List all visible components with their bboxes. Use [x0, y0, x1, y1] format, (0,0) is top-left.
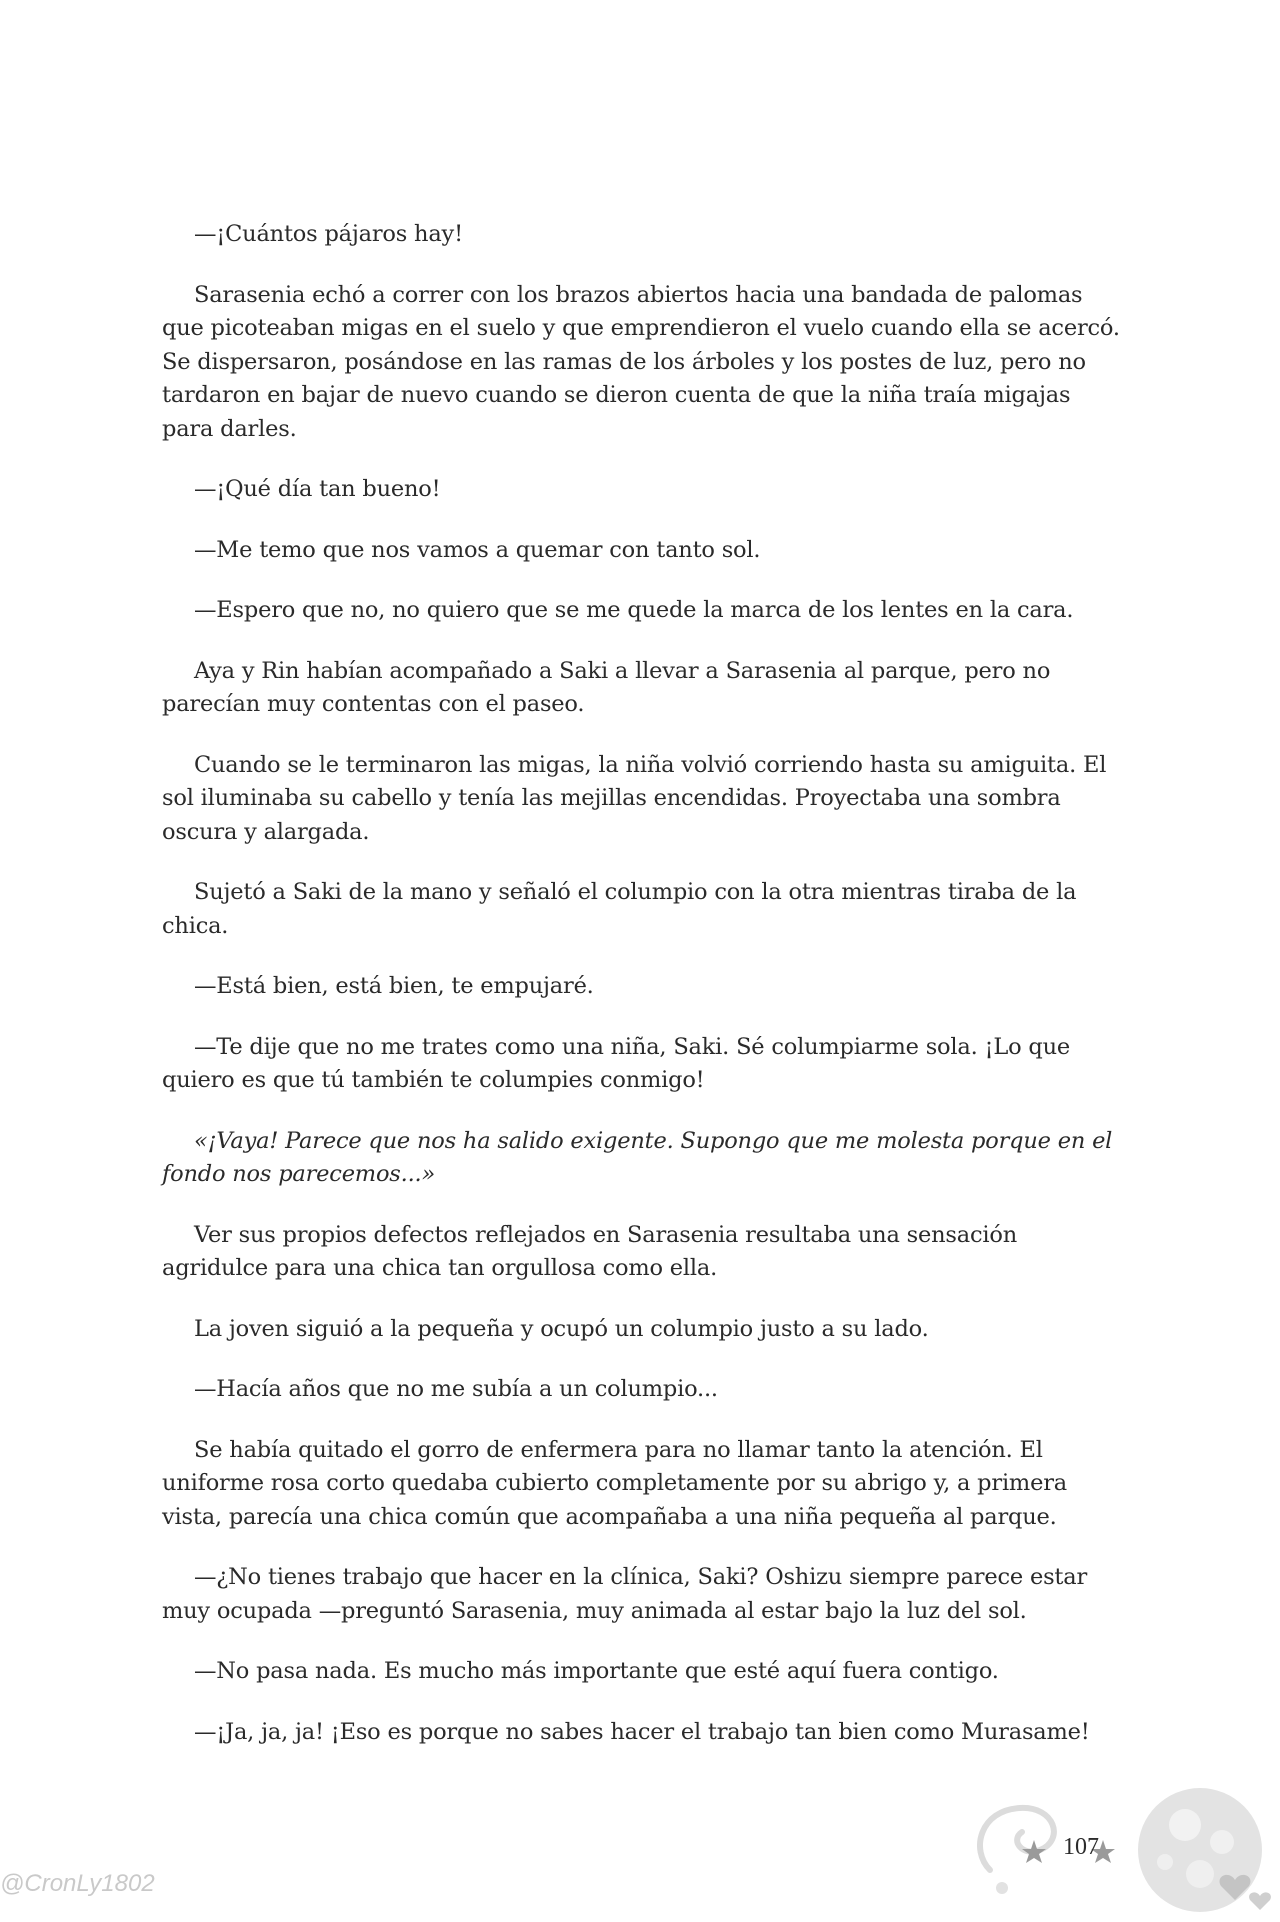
paragraph: Sarasenia echó a correr con los brazos abiertos hacia una bandada de palomas que picoteaban migas en el suelo y que emprendieron el vuelo cuando ella se acercó. Se dispersaron, posándose en las ramas de los árboles y los postes de luz, pero no tardaron en bajar de nuevo cuando se dieron cuenta de que la niña traía migajas para darles.	[162, 281, 1120, 442]
paragraph: —Hacía años que no me subía a un columpio...	[194, 1376, 718, 1402]
paragraph: Sujetó a Saki de la mano y señaló el columpio con la otra mientras tiraba de la chica.	[162, 879, 1077, 939]
heart-icon	[1249, 1892, 1271, 1910]
page-ornament	[960, 1770, 1280, 1922]
paragraph: —No pasa nada. Es mucho más importante que esté aquí fuera contigo.	[194, 1658, 999, 1684]
watermark: @CronLy1802	[0, 1870, 155, 1897]
paragraph: La joven siguió a la pequeña y ocupó un columpio justo a su lado.	[194, 1315, 929, 1342]
paragraph-italic-thought: «¡Vaya! Parece que nos ha salido exigente. Supongo que me molesta porque en el fondo nos parecemos...»	[162, 1127, 1113, 1187]
paragraph: —Espero que no, no quiero que se me quede la marca de los lentes en la cara.	[194, 597, 1074, 623]
paragraph: —Está bien, está bien, te empujaré.	[194, 973, 594, 999]
page-number: 107	[1063, 1834, 1099, 1860]
paragraph: Se había quitado el gorro de enfermera para no llamar tanto la atención. El uniforme rosa corto quedaba cubierto completamente por su abrigo y, a primera vista, parecía una chica común que acompañaba a una niña pequeña al parque.	[162, 1436, 1067, 1530]
paragraph: Cuando se le terminaron las migas, la niña volvió corriendo hasta su amiguita. El sol iluminaba su cabello y tenía las mejillas encendidas. Proyectaba una sombra oscura y alargada.	[162, 751, 1107, 845]
paragraph: —¡Qué día tan bueno!	[194, 476, 441, 502]
paragraph: —¡Ja, ja, ja! ¡Eso es porque no sabes hacer el trabajo tan bien como Murasame!	[194, 1718, 1090, 1745]
paragraph: —Me temo que nos vamos a quemar con tanto sol.	[194, 536, 761, 563]
dot-ornament	[996, 1882, 1008, 1894]
star-icon	[1022, 1840, 1046, 1863]
swirl-ornament	[980, 1808, 1054, 1870]
paragraph: Ver sus propios defectos reflejados en Sarasenia resultaba una sensación agridulce para una chica tan orgullosa como ella.	[162, 1221, 1017, 1281]
paragraph: Aya y Rin habían acompañado a Saki a llevar a Sarasenia al parque, pero no parecían muy contentas con el paseo.	[162, 657, 1051, 717]
paragraph: —¿No tienes trabajo que hacer en la clínica, Saki? Oshizu siempre parece estar muy ocupada —preguntó Sarasenia, muy animada al estar bajo la luz del sol.	[162, 1564, 1088, 1624]
paragraph: —Te dije que no me trates como una niña, Saki. Sé columpiarme sola. ¡Lo que quiero es que tú también te columpies conmigo!	[162, 1033, 1071, 1093]
paragraph: —¡Cuántos pájaros hay!	[194, 221, 463, 247]
body-text	[162, 218, 1120, 1776]
moon-icon	[1138, 1788, 1262, 1912]
